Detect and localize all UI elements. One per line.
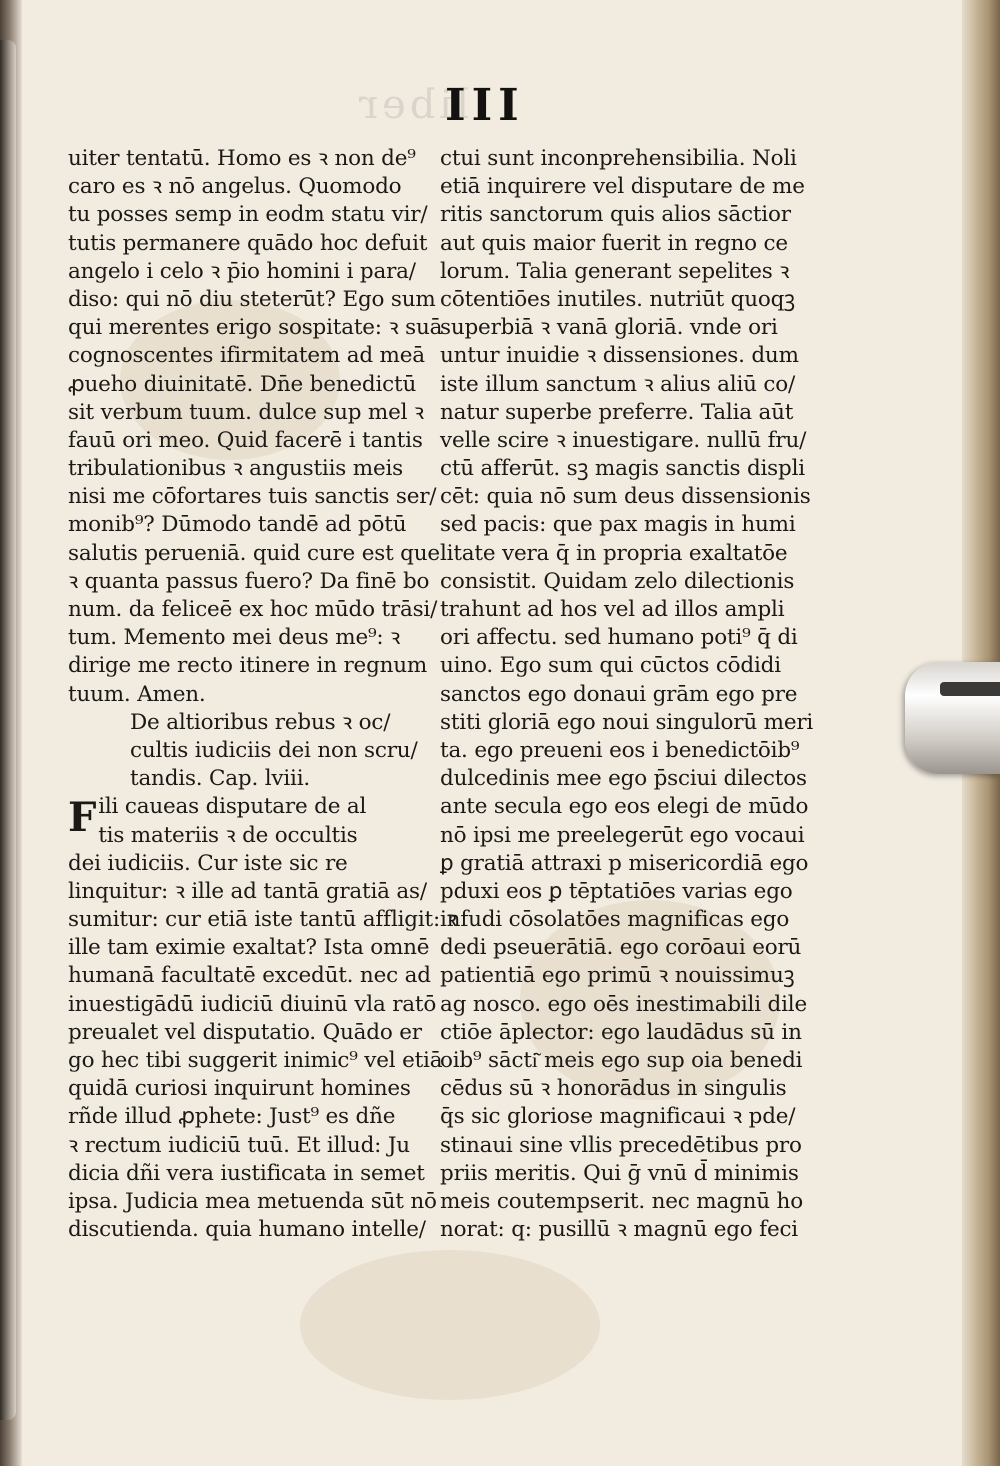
text-line: pduxi eos ꝑ tēptatiōes varias ego — [440, 878, 793, 904]
text-line: ctui sunt inconprehensibilia. Noli — [440, 146, 797, 171]
text-line: dei iudiciis. Cur iste sic re — [68, 850, 348, 876]
text-line: num. da feliceē ex hoc mūdo trāsi/ — [68, 597, 438, 622]
text-line: tuum. Amen. — [68, 681, 206, 707]
clip-band — [940, 682, 1000, 696]
text-line: ili caueas disputare de al — [98, 794, 367, 820]
text-line: monib⁹? Dūmodo tandē ad pōtū — [68, 512, 407, 538]
text-line: trahunt ad hos vel ad illos ampli — [440, 597, 785, 622]
text-line: ctū afferūt. sꝫ magis sanctis displi — [440, 456, 805, 482]
text-line: stiti gloriā ego noui singulorū meri — [440, 709, 814, 735]
text-line: cōtentiōes inutiles. nutriūt quoqꝫ — [440, 286, 795, 312]
text-line: ag nosco. ego oēs inestimabili dile — [440, 991, 807, 1017]
text-line: stinaui sine vllis precedētibus pro — [440, 1132, 802, 1158]
text-line: ꝛ rectum iudiciū tuū. Et illud: Ju — [68, 1132, 410, 1158]
text-line: go hec tibi suggerit inimic⁹ vel etiā — [68, 1048, 443, 1073]
text-line: tu posses semp in eodm statu vir/ — [68, 202, 428, 228]
text-line: litate vera q̄ in propria exaltatōe — [440, 540, 788, 566]
text-line: tribulationibus ꝛ angustiis meis — [68, 456, 403, 482]
text-line: discutienda. quia humano intelle/ — [68, 1217, 426, 1243]
text-line: aut quis maior fuerit in regno ce — [440, 230, 788, 256]
text-line: oib⁹ sācti͂ meis ego sup oia benedi — [440, 1048, 803, 1073]
bleed-through-text: liber — [355, 82, 469, 128]
text-line: lorum. Talia generant sepelites ꝛ — [440, 258, 790, 284]
text-line: tutis permanere quādo hoc defuit — [68, 230, 428, 256]
text-line: tandis. Cap. lviii. — [130, 766, 311, 792]
text-line: ille tam eximie exaltat? Ista omnē — [68, 935, 430, 961]
text-line: superbiā ꝛ vanā gloriā. vnde ori — [440, 315, 778, 341]
text-line: velle scire ꝛ inuestigare. nullū fru/ — [440, 427, 807, 453]
text-line: inuestigādū iudiciū diuinū vla ratō — [68, 991, 437, 1017]
text-line: ante secula ego eos elegi de mūdo — [440, 794, 809, 820]
text-line: uino. Ego sum qui cūctos cōdidi — [440, 653, 781, 679]
text-line: sanctos ego donaui grām ego pre — [440, 681, 798, 707]
text-line: ritis sanctorum quis alios sāctior — [440, 202, 791, 228]
text-line: tis materiis ꝛ de occultis — [98, 822, 358, 848]
folio-number: III — [445, 80, 525, 131]
adjacent-page-edge — [0, 40, 16, 1420]
text-line: fauū ori meo. Quid facerē i tantis — [68, 427, 423, 453]
text-line: ꝑ gratiā attraxi p misericordiā ego — [440, 850, 809, 876]
text-line: iste illum sanctum ꝛ alius aliū co/ — [440, 371, 796, 397]
text-line: ctiōe āplector: ego laudādus sū in — [440, 1019, 802, 1045]
text-line: patientiā ego primū ꝛ nouissimuꝫ — [440, 963, 795, 989]
text-line: sed pacis: que pax magis in humi — [440, 512, 796, 538]
text-line: dirige me recto itinere in regnum — [68, 653, 428, 679]
text-line: etiā inquirere vel disputare de me — [440, 174, 805, 200]
text-line: consistit. Quidam zelo dilectionis — [440, 568, 795, 594]
text-line: q̄s sic gloriose magnificaui ꝛ pde/ — [440, 1104, 796, 1130]
text-line: dulcedinis mee ego p̄sciui dilectos — [440, 766, 807, 792]
text-line: caro es ꝛ nō angelus. Quomodo — [68, 174, 402, 200]
text-line: nō ipsi me preelegerūt ego vocaui — [440, 822, 805, 848]
text-line: quidā curiosi inquirunt homines — [68, 1076, 411, 1102]
text-line: cēdus sū ꝛ honorādus in singulis — [440, 1076, 787, 1102]
right-text-column — [440, 145, 814, 1244]
text-line: uiter tentatū. Homo es ꝛ non de⁹ — [68, 146, 416, 171]
text-line: linquitur: ꝛ ille ad tantā gratiā as/ — [68, 878, 427, 904]
text-line: infudi cōsolatōes magnificas ego — [440, 907, 790, 933]
text-line: sit verbum tuum. dulce sup mel ꝛ — [68, 399, 424, 425]
text-line: nisi me cōfortares tuis sanctis ser/ — [68, 484, 437, 510]
paper-stain — [300, 1250, 600, 1400]
text-line: ꝛ quanta passus fuero? Da finē bo — [68, 568, 430, 594]
left-text-column — [68, 145, 457, 1244]
text-line: untur inuidie ꝛ dissensiones. dum — [440, 343, 799, 369]
text-line: preualet vel disputatio. Quādo er — [68, 1019, 422, 1045]
text-line: qui merentes erigo sospitate: ꝛ suā — [68, 315, 443, 341]
text-line: dedi pseuerātiā. ego corōaui eorū — [440, 935, 802, 961]
text-line: meis coutempserit. nec magnū ho — [440, 1188, 803, 1214]
text-line: ta. ego preueni eos i benedictōib⁹ — [440, 737, 800, 763]
chapter-opening — [68, 793, 457, 1244]
text-line: norat: q: pusillū ꝛ magnū ego feci — [440, 1217, 798, 1243]
text-line: salutis perueniā. quid cure est que — [68, 540, 440, 566]
text-line: tum. Memento mei deus me⁹: ꝛ — [68, 625, 401, 651]
text-line: De altioribus rebus ꝛ oc/ — [130, 709, 391, 735]
text-line: natur superbe preferre. Talia aūt — [440, 399, 794, 425]
text-line: dicia dñi vera iustificata in semet — [68, 1160, 425, 1186]
text-line: cēt: quia nō sum deus dissensionis — [440, 484, 811, 510]
text-line: priis meritis. Qui ḡ vnū d̄ minimis — [440, 1160, 799, 1186]
page-clip — [905, 662, 1000, 774]
drop-cap: F — [68, 794, 97, 842]
text-line: ipsa. Judicia mea metuenda sūt nō — [68, 1188, 437, 1214]
text-line: cognoscentes ifirmitatem ad meā — [68, 343, 425, 369]
text-line: ori affectu. sed humano poti⁹ q̄ di — [440, 625, 798, 651]
text-line: angelo i celo ꝛ p̄io homini i para/ — [68, 258, 416, 284]
text-line: sumitur: cur etiā iste tantū affligit: ꝛ — [68, 907, 457, 933]
text-line: ꝓueho diuinitatē. Dn̄e benedictū — [68, 371, 417, 397]
text-line: diso: qui nō diu steterūt? Ego sum — [68, 286, 436, 312]
text-line: rñde illud ꝓphete: Just⁹ es dñe — [68, 1104, 396, 1130]
text-line: cultis iudiciis dei non scru/ — [130, 737, 418, 763]
text-line: humanā facultatē excedūt. nec ad — [68, 963, 431, 989]
